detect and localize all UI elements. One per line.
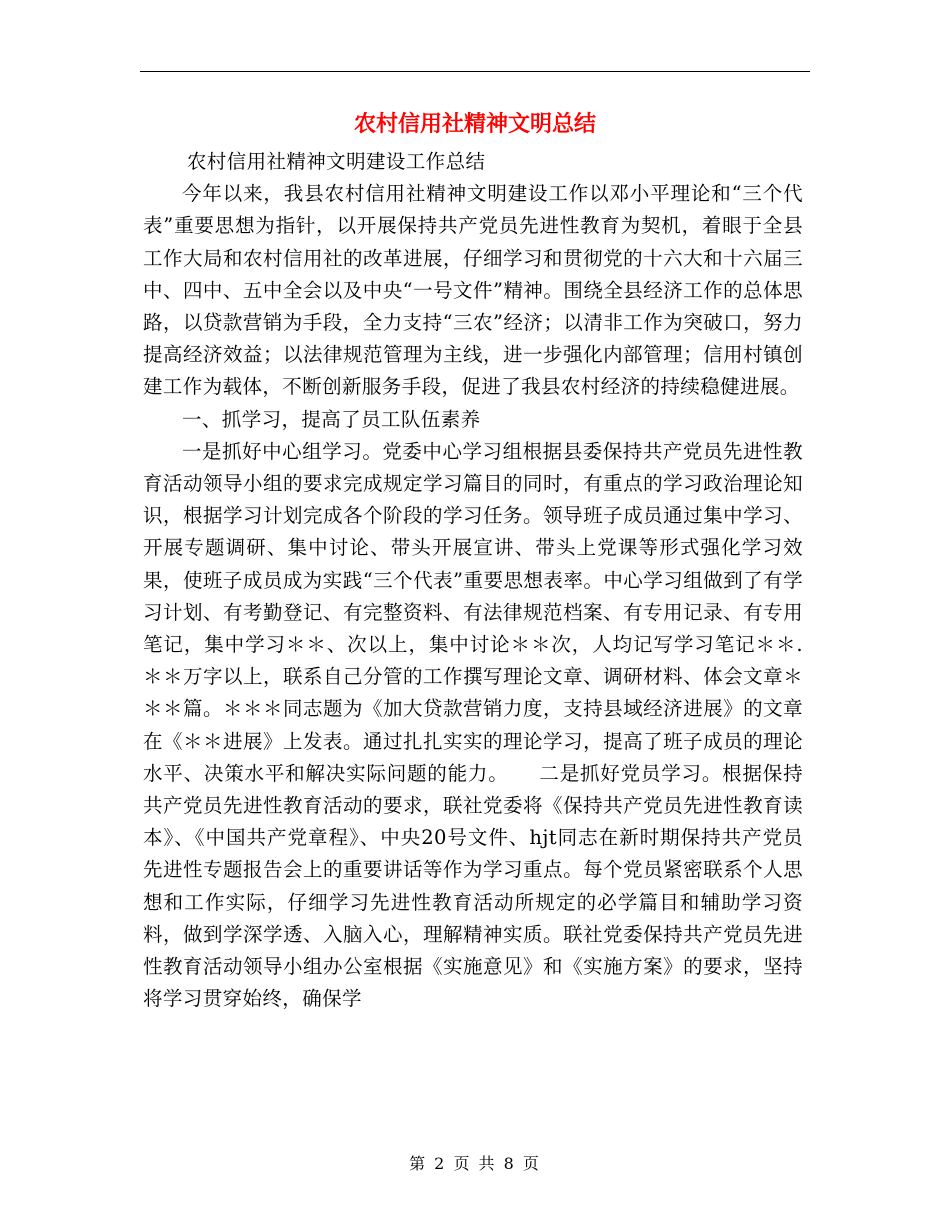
document-body bbox=[143, 146, 803, 1015]
header-rule bbox=[140, 71, 810, 72]
paragraph-intro: 今年以来，我县农村信用社精神文明建设工作以邓小平理论和“三个代表”重要思想为指针，以开展保持共产党员先进性教育为契机，着眼于全县工作大局和农村信用社的改革进展，仔细学习和贯彻党的十六大和十六届三中、四中、五中全会以及中央“一号文件”精神。围绕全县经济工作的总体思路，以贷款营销为手段，全力支持“三农”经济；以清非工作为突破口，努力提高经济效益；以法律规范管理为主线，进一步强化内部管理；信用村镇创建工作为载体，不断创新服务手段，促进了我县农村经济的持续稳健进展。 bbox=[143, 182, 803, 399]
section-heading-1: 一、抓学习，提高了员工队伍素养 bbox=[182, 407, 481, 431]
paragraph-study: 一是抓好中心组学习。党委中心学习组根据县委保持共产党员先进性教育活动领导小组的要求完成规定学习篇目的同时，有重点的学习政治理论知识，根据学习计划完成各个阶段的学习任务。领导班子成员通过集中学习、开展专题调研、集中讨论、带头开展宣讲、带头上党课等形式强化学习效果，使班子成员成为实践“三个代表”重要思想表率。中心学习组做到了有学习计划、有考勤登记、有完整资料、有法律规范档案、有专用记录、有专用笔记，集中学习＊＊、次以上，集中讨论＊＊次，人均记写学习笔记＊＊.＊＊万字以上，联系自己分管的工作撰写理论文章、调研材料、体会文章＊＊＊篇。＊＊＊同志题为《加大贷款营销力度，支持县域经济进展》的文章在《＊＊进展》上发表。通过扎扎实实的理论学习，提高了班子成员的理论水平、决策水平和解决实际问题的能力。 二是抓好党员学习。根据保持共产党员先进性教育活动的要求，联社党委将《保持共产党员先进性教育读本》、《中国共产党章程》、中央20号文件、hjt同志在新时期保持共产党员先进性专题报告会上的重要讲话等作为学习重点。每个党员紧密联系个人思想和工作实际，仔细学习先进性教育活动所规定的必学篇目和辅助学习资料，做到学深学透、入脑入心，理解精神实质。联社党委保持共产党员先进性教育活动领导小组办公室根据《实施意见》和《实施方案》的要求，坚持将学习贯穿始终，确保学 bbox=[143, 439, 803, 1011]
document-subtitle: 农村信用社精神文明建设工作总结 bbox=[186, 150, 486, 173]
page-number: 第 2 页 共 8 页 bbox=[409, 1154, 541, 1173]
document-title: 农村信用社精神文明总结 bbox=[353, 112, 596, 137]
